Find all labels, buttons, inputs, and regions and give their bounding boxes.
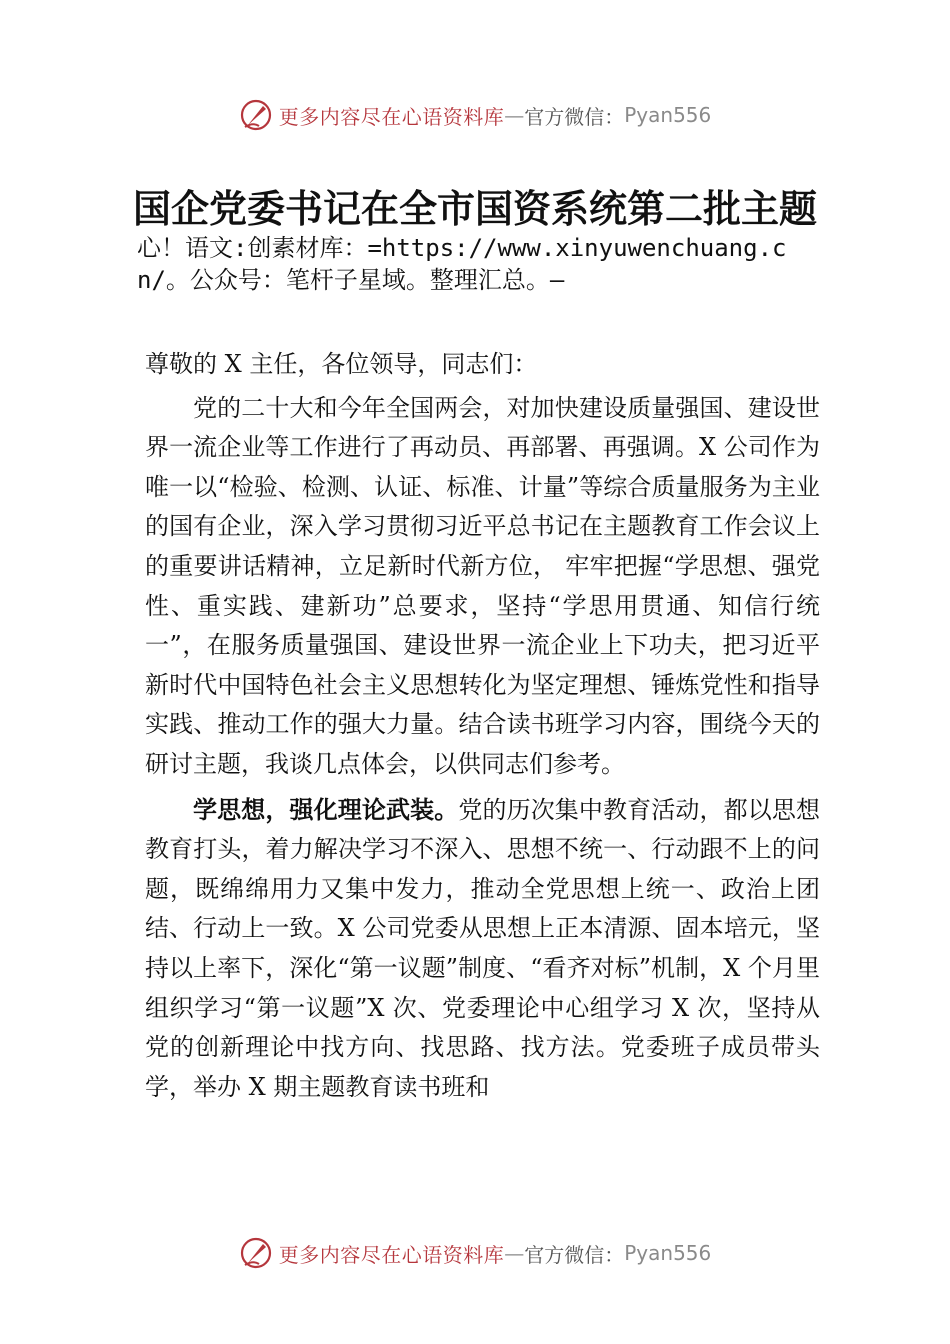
document-body xyxy=(145,345,820,1107)
paragraph-lead-heading: 学思想，强化理论武装。 xyxy=(193,795,459,824)
paragraph-body: 党的历次集中教育活动，都以思想教育打头，着力解决学习不深入、思想不统一、行动跟不上的问题，既绵绵用力又集中发力，推动全党思想上统一、政治上团结、行动上一致。X 公司党委从思想上正本清源、固本培元，坚持以上率下，深化“第一议题”制度、“看齐对标”机制，X 个月里组织学习“第一议题”X 次、党委理论中心组学习 X 次，坚持从党的创新理论中找方向、找思路、找方法。党委班子成员带头学，举办 X 期主题教育读书班和 xyxy=(145,795,821,1101)
quill-pen-logo-icon xyxy=(239,1236,273,1270)
footer-watermark-banner xyxy=(0,1233,950,1273)
document-title: 国企党委书记在全市国资系统第二批主题 xyxy=(132,186,817,231)
banner-text: 更多内容尽在心语资料库 xyxy=(278,1242,505,1267)
banner-separator: — xyxy=(504,103,525,127)
banner-wechat-id: Pyan556 xyxy=(624,1241,712,1265)
quill-pen-logo-icon xyxy=(239,98,273,132)
header-watermark-banner xyxy=(0,95,950,135)
banner-separator: — xyxy=(504,1241,525,1265)
paragraph: 党的二十大和今年全国两会，对加快建设质量强国、建设世界一流企业等工作进行了再动员、再部署、再强调。X 公司作为唯一以“检验、检测、认证、标准、计量”等综合质量服务为主业的国有企业，深入学习贯彻习近平总书记在主题教育工作会议上的重要讲话精神，立足新时代新方位， 牢牢把握“学思想、强党性、重实践、建新功”总要求，坚持“学思用贯通、知信行统一”，在服务质量强国、建设世界一流企业上下功夫，把习近平新时代中国特色社会主义思想转化为坚定理想、锤炼党性和指导实践、推动工作的强大力量。结合读书班学习内容，围绕今天的研讨主题，我谈几点体会，以供同志们参考。 xyxy=(145,393,820,778)
banner-text: 更多内容尽在心语资料库 xyxy=(278,104,505,129)
banner-wechat-label: 官方微信： xyxy=(524,104,625,129)
banner-wechat-id: Pyan556 xyxy=(624,103,712,127)
salutation: 尊敬的 X 主任，各位领导，同志们： xyxy=(145,350,538,378)
source-note: 心！语文:创素材库：=https://www.xinyuwenchuang.cn/。公众号：笔杆子星域。整理汇总。— xyxy=(137,234,787,294)
paragraph xyxy=(145,791,820,1108)
banner-wechat-label: 官方微信： xyxy=(524,1242,625,1267)
